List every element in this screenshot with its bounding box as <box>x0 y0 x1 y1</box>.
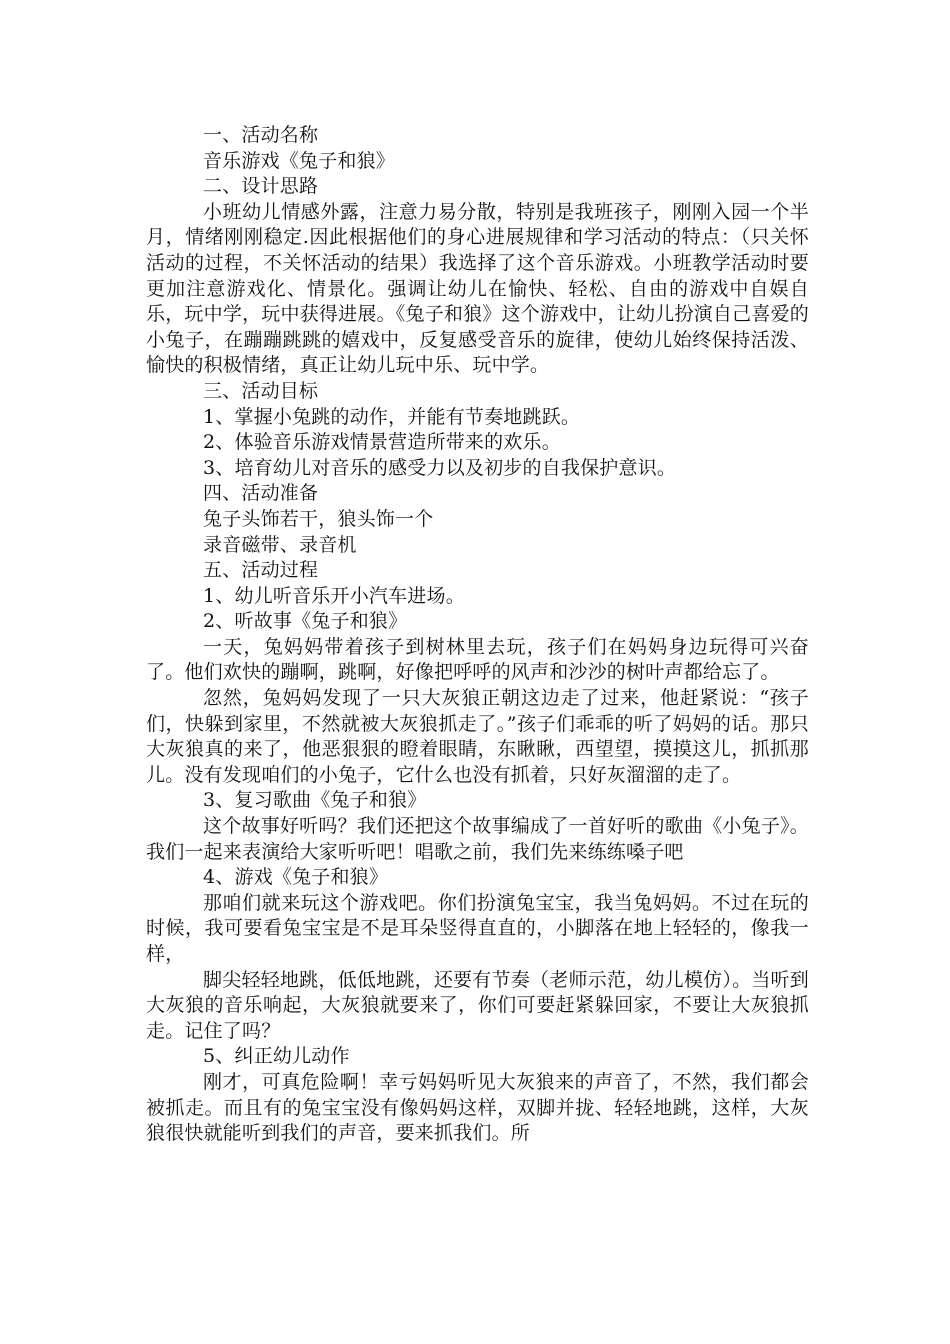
design-idea-paragraph: 小班幼儿情感外露，注意力易分散，特别是我班孩子，刚刚入园一个半月，情绪刚刚稳定.因此根据他们的身心进展规律和学习活动的特点：（只关怀活动的过程，不关怀活动的结果）我选择了这个音乐游戏。小班教学活动时要更加注意游戏化、情景化。强调让幼儿在愉快、轻松、自由的游戏中自娱自乐，玩中学，玩中获得进展。《兔子和狼》这个游戏中，让幼儿扮演自己喜爱的小兔子，在蹦蹦跳跳的嬉戏中，反复感受音乐的旋律，使幼儿始终保持活泼、愉快的积极情绪，真正让幼儿玩中乐、玩中学。 <box>146 200 809 377</box>
heading-activity-name: 一、活动名称 <box>203 124 319 146</box>
process-step-3: 3、复习歌曲《兔子和狼》 <box>203 789 427 812</box>
heading-activity-process: 五、活动过程 <box>203 559 319 582</box>
heading-design-idea: 二、设计思路 <box>203 175 319 198</box>
process-step-4: 4、游戏《兔子和狼》 <box>203 866 389 889</box>
goal-item-1: 1、掌握小兔跳的动作，并能有节奏地跳跃。 <box>203 405 581 428</box>
process-step-1: 1、幼儿听音乐开小汽车进场。 <box>203 584 465 607</box>
goal-item-2: 2、体验音乐游戏情景营造所带来的欢乐。 <box>203 431 561 454</box>
process-step-2: 2、听故事《兔子和狼》 <box>203 610 408 633</box>
preparation-item-2: 录音磁带、录音机 <box>203 533 357 556</box>
process-step-5: 5、纠正幼儿动作 <box>203 1045 350 1068</box>
heading-activity-goals: 三、活动目标 <box>203 379 319 402</box>
heading-activity-preparation: 四、活动准备 <box>203 482 319 505</box>
correction-paragraph: 刚才，可真危险啊！幸亏妈妈听见大灰狼来的声音了，不然，我们都会被抓走。而且有的兔宝宝没有像妈妈这样，双脚并拢、轻轻地跳，这样，大灰狼很快就能听到我们的声音，要来抓我们。所 <box>146 1070 809 1145</box>
activity-title: 音乐游戏《兔子和狼》 <box>203 149 396 172</box>
story-paragraph-2: 忽然，兔妈妈发现了一只大灰狼正朝这边走了过来，他赶紧说：“孩子们，快躲到家里，不然就被大灰狼抓走了。”孩子们乖乖的听了妈妈的话。那只大灰狼真的来了，他恶狠狠的瞪着眼睛，东瞅瞅，西望望，摸摸这儿，抓抓那儿。没有发现咱们的小兔子，它什么也没有抓着，只好灰溜溜的走了。 <box>146 687 809 786</box>
game-paragraph-2: 脚尖轻轻地跳，低低地跳，还要有节奏（老师示范，幼儿模仿）。当听到大灰狼的音乐响起，大灰狼就要来了，你们可要赶紧躲回家，不要让大灰狼抓走。记住了吗？ <box>146 968 809 1042</box>
song-paragraph: 这个故事好听吗？我们还把这个故事编成了一首好听的歌曲《小兔子》。我们一起来表演给大家听听吧！唱歌之前，我们先来练练嗓子吧 <box>146 815 809 863</box>
preparation-item-1: 兔子头饰若干，狼头饰一个 <box>203 507 434 530</box>
document-body <box>146 123 809 1147</box>
game-paragraph-1: 那咱们就来玩这个游戏吧。你们扮演兔宝宝，我当兔妈妈。不过在玩的时候，我可要看兔宝宝是不是耳朵竖得直直的，小脚落在地上轻轻的，像我一样， <box>146 891 809 965</box>
goal-item-3: 3、培育幼儿对音乐的感受力以及初步的自我保护意识。 <box>203 456 677 479</box>
story-paragraph-1: 一天，兔妈妈带着孩子到树林里去玩，孩子们在妈妈身边玩得可兴奋了。他们欢快的蹦啊，跳啊，好像把呼呼的风声和沙沙的树叶声都给忘了。 <box>146 635 809 684</box>
